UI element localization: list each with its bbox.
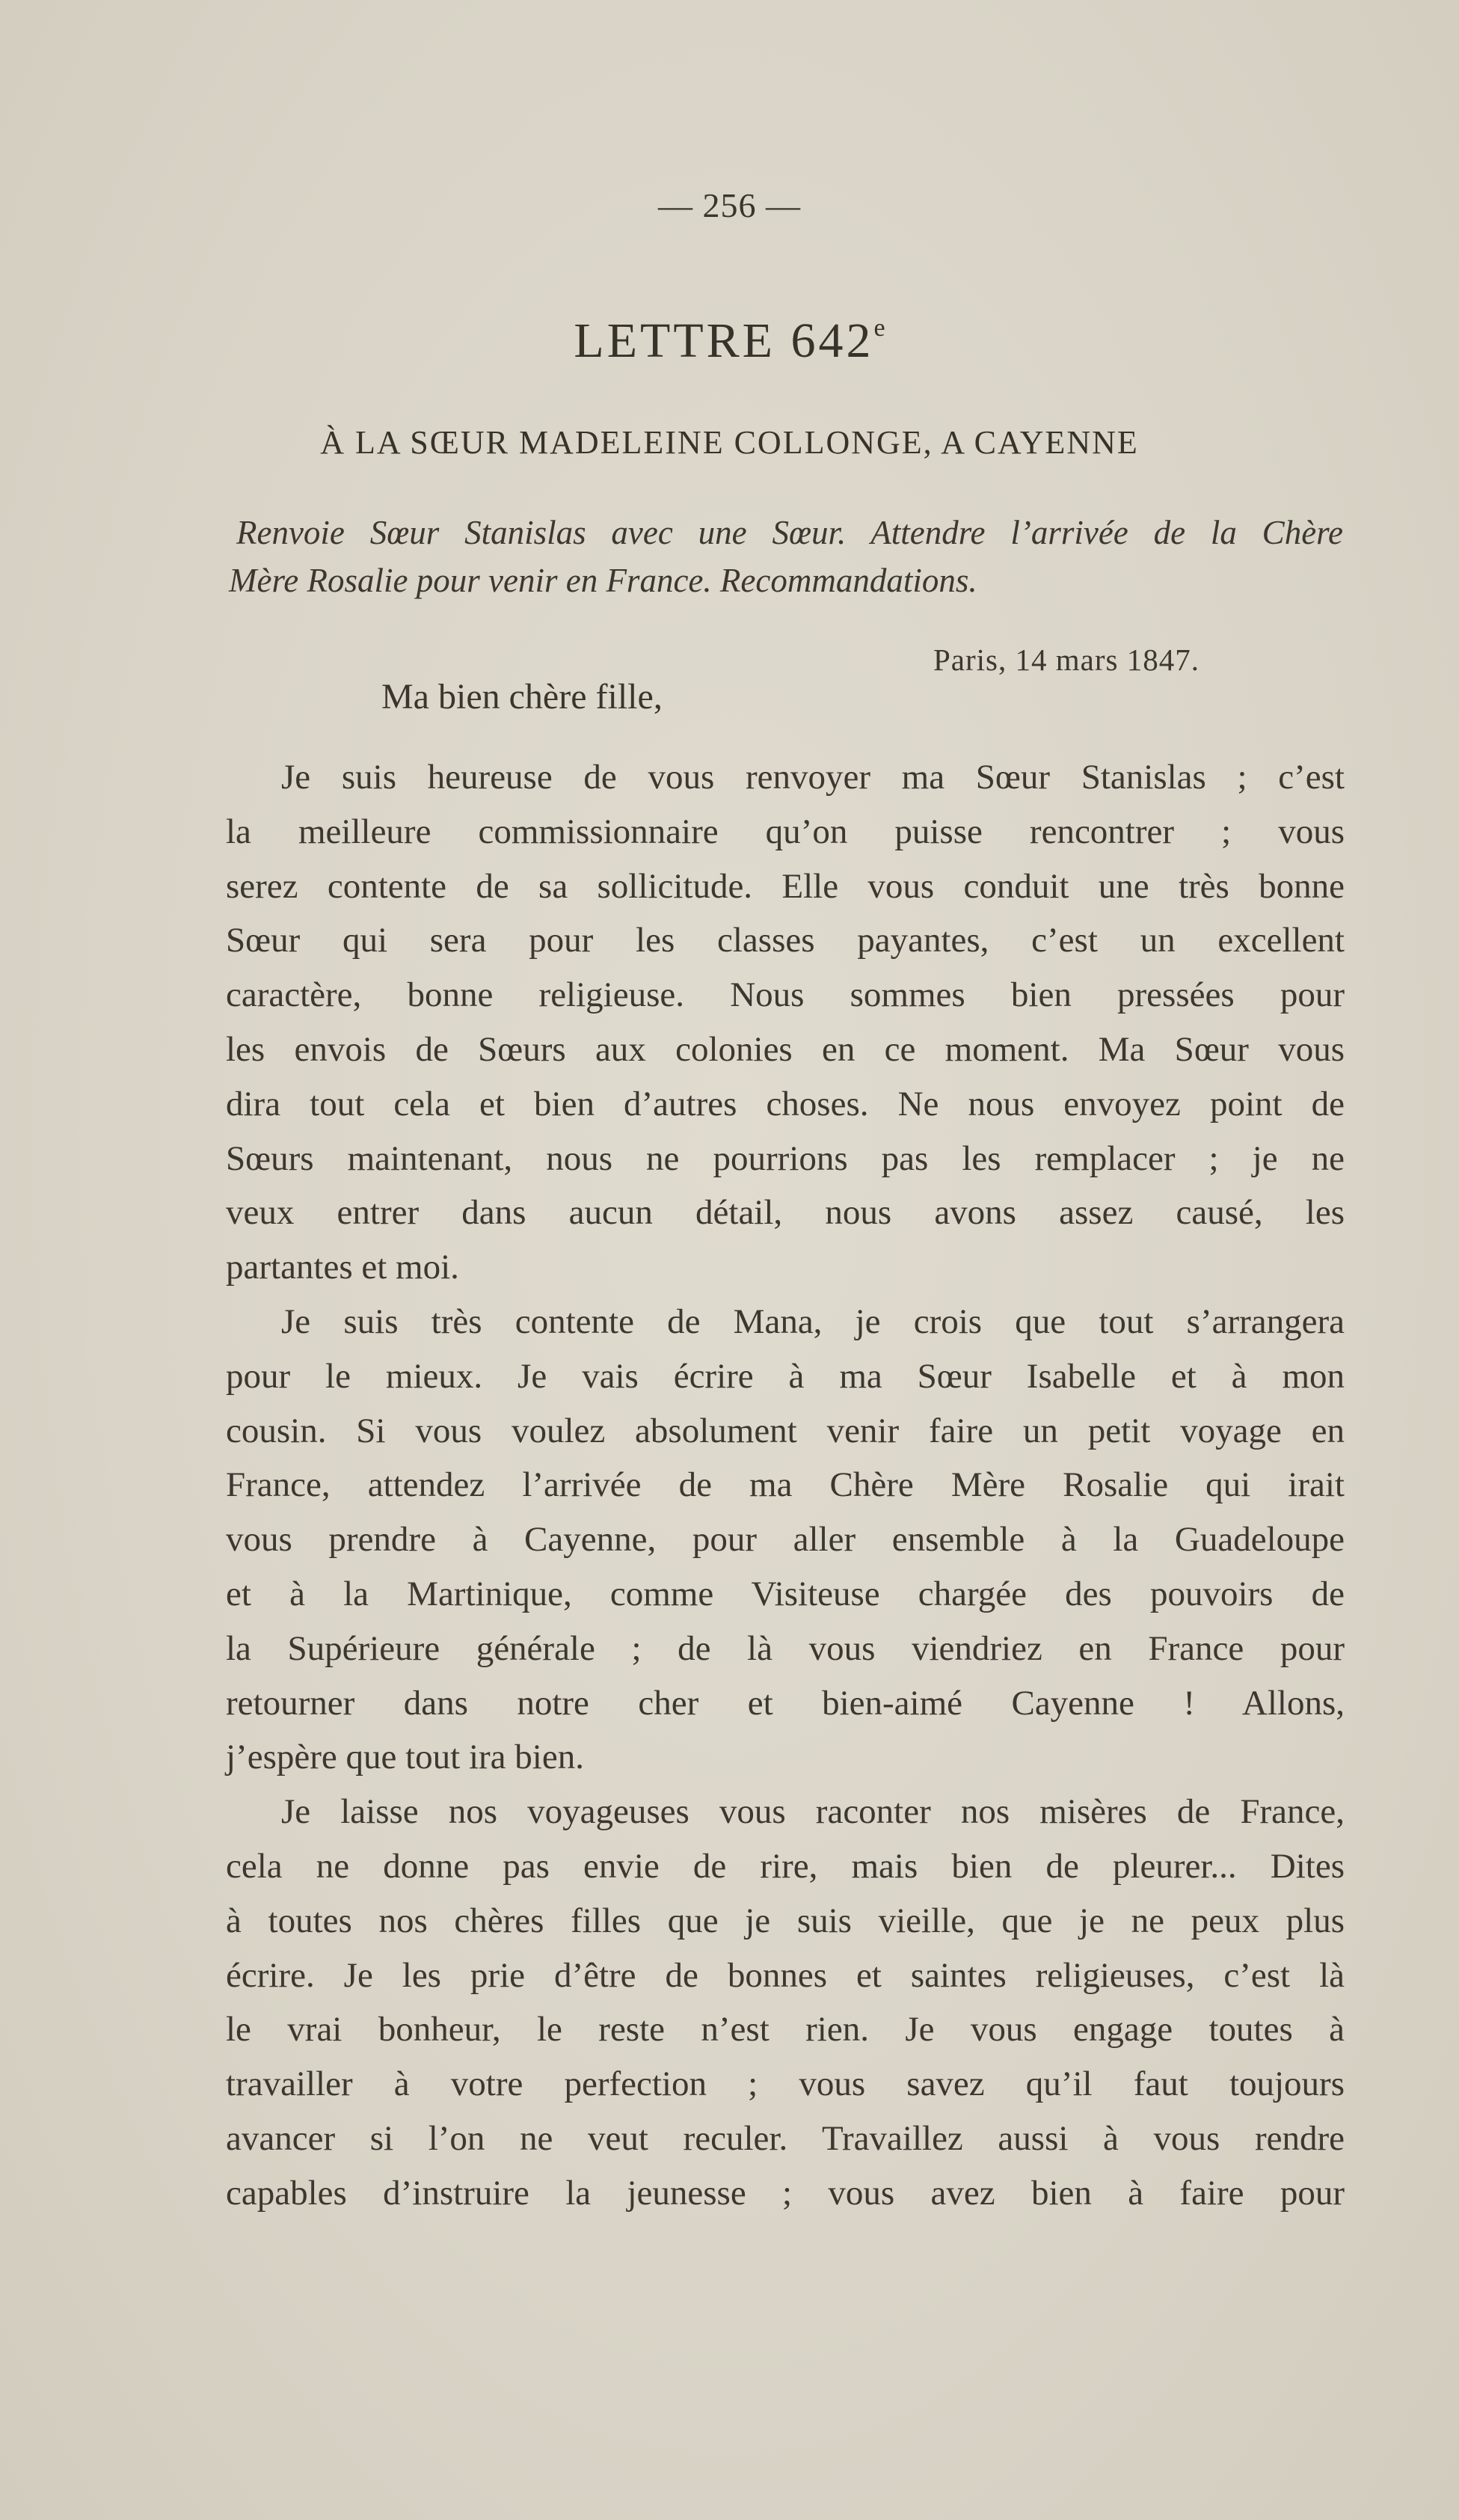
summary-line: Renvoie Sœur Stanislas avec une Sœur. Attendre l’arrivée de la Chère: [236, 514, 1343, 551]
body-line: caractère, bonne religieuse. Nous sommes bien pressées pour: [226, 975, 1345, 1015]
letter-dateline: Paris, 14 mars 1847.: [933, 643, 1200, 677]
letter-title-suffix: e: [873, 314, 885, 342]
page-number: — 256 —: [658, 186, 801, 224]
body-line: veux entrer dans aucun détail, nous avons assez causé, les: [226, 1193, 1345, 1233]
body-line: la Supérieure générale ; de là vous viendriez en France pour: [226, 1628, 1345, 1668]
letter-body: [226, 750, 1345, 2221]
body-line: cousin. Si vous voulez absolument venir faire un petit voyage en: [226, 1411, 1345, 1450]
body-line: travailler à votre perfection ; vous savez qu’il faut toujours: [226, 2064, 1345, 2104]
body-line: dira tout cela et bien d’autres choses. Ne nous envoyez point de: [226, 1084, 1345, 1123]
body-line: Je suis très contente de Mana, je crois que tout s’arrangera: [281, 1302, 1345, 1341]
body-line: Je laisse nos voyageuses vous raconter nos misères de France,: [281, 1792, 1345, 1832]
body-line: cela ne donne pas envie de rire, mais bien de pleurer... Dites: [226, 1846, 1345, 1886]
body-line: écrire. Je les prie d’être de bonnes et saintes religieuses, c’est là: [226, 1955, 1345, 1995]
body-line: vous prendre à Cayenne, pour aller ensemble à la Guadeloupe: [226, 1520, 1345, 1560]
letter-salutation: Ma bien chère fille,: [381, 677, 663, 717]
letter-recipient: À LA SŒUR MADELEINE COLLONGE, A CAYENNE: [320, 424, 1139, 461]
body-line: Sœurs maintenant, nous ne pourrions pas les remplacer ; je ne: [226, 1138, 1345, 1178]
body-line: Sœur qui sera pour les classes payantes, c’est un excellent: [226, 921, 1345, 960]
body-line: retourner dans notre cher et bien-aimé Cayenne ! Allons,: [226, 1683, 1345, 1723]
letter-title: [0, 313, 1459, 370]
letter-title-text: LETTRE 642: [574, 313, 874, 368]
body-line: les envois de Sœurs aux colonies en ce moment. Ma Sœur vous: [226, 1029, 1345, 1069]
body-line: j’espère que tout ira bien.: [226, 1738, 584, 1777]
letter-summary: [229, 509, 1343, 604]
body-line: serez contente de sa sollicitude. Elle vous conduit une très bonne: [226, 866, 1345, 906]
body-line: le vrai bonheur, le reste n’est rien. Je vous engage toutes à: [226, 2010, 1345, 2050]
body-line: France, attendez l’arrivée de ma Chère Mère Rosalie qui irait: [226, 1465, 1345, 1505]
body-line: à toutes nos chères filles que je suis vieille, que je ne peux plus: [226, 1901, 1345, 1940]
body-line: pour le mieux. Je vais écrire à ma Sœur Isabelle et à mon: [226, 1356, 1345, 1396]
body-line: Je suis heureuse de vous renvoyer ma Sœur Stanislas ; c’est: [281, 758, 1345, 797]
body-line: avancer si l’on ne veut reculer. Travaillez aussi à vous rendre: [226, 2118, 1345, 2158]
body-line: et à la Martinique, comme Visiteuse chargée des pouvoirs de: [226, 1574, 1345, 1613]
body-line: partantes et moi.: [226, 1248, 459, 1287]
body-line: capables d’instruire la jeunesse ; vous avez bien à faire pour: [226, 2173, 1345, 2213]
summary-line: Mère Rosalie pour venir en France. Recommandations.: [229, 562, 977, 599]
body-line: la meilleure commissionnaire qu’on puisse rencontrer ; vous: [226, 812, 1345, 851]
